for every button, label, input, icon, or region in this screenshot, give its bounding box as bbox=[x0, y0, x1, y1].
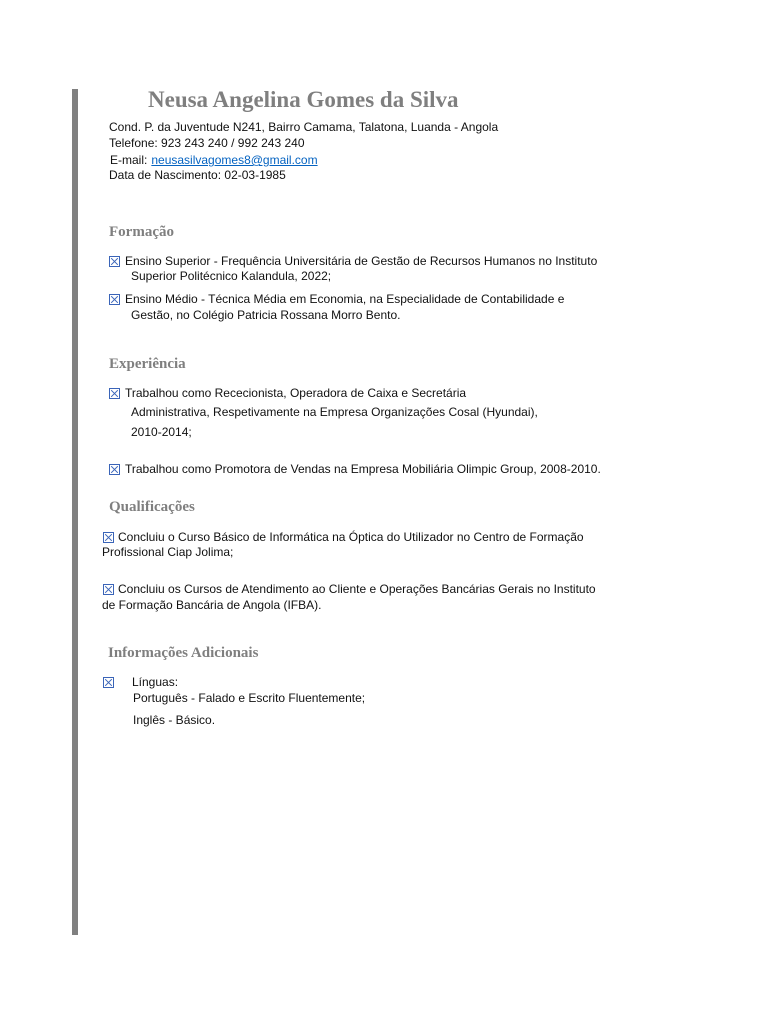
checked-box-icon bbox=[109, 294, 120, 305]
qualificacoes-item-line: Profissional Ciap Jolima; bbox=[102, 545, 234, 559]
formacao-item-line: Ensino Superior - Frequência Universitária de Gestão de Recursos Humanos no Instituto bbox=[125, 254, 598, 268]
formacao-item-line: Gestão, no Colégio Patricia Rossana Morro Bento. bbox=[131, 308, 401, 322]
informacoes-item-line: Português - Falado e Escrito Fluentemente; bbox=[133, 691, 366, 705]
contact-email bbox=[110, 152, 318, 168]
section-title-informacoes-adicionais: Informações Adicionais bbox=[108, 645, 259, 661]
qualificacoes-item-line: Concluiu o Curso Básico de Informática na Óptica do Utilizador no Centro de Formação bbox=[118, 530, 584, 544]
qualificacoes-item-line: Concluiu os Cursos de Atendimento ao Cliente e Operações Bancárias Gerais no Instituto bbox=[118, 582, 596, 596]
person-name: Neusa Angelina Gomes da Silva bbox=[148, 87, 459, 112]
experiencia-item-line: 2010-2014; bbox=[131, 425, 192, 439]
checked-box-icon bbox=[103, 677, 114, 688]
formacao-item-line: Superior Politécnico Kalandula, 2022; bbox=[131, 269, 332, 283]
formacao-item-line: Ensino Médio - Técnica Média em Economia, na Especialidade de Contabilidade e bbox=[125, 292, 565, 306]
informacoes-item-line: Inglês - Básico. bbox=[133, 713, 216, 727]
section-title-qualificacoes: Qualificações bbox=[109, 499, 195, 515]
left-accent-bar bbox=[72, 89, 78, 935]
checked-box-icon bbox=[103, 532, 114, 543]
experiencia-item-line: Trabalhou como Rececionista, Operadora de Caixa e Secretária bbox=[125, 386, 467, 400]
contact-address: Cond. P. da Juventude N241, Bairro Camama, Talatona, Luanda - Angola bbox=[109, 120, 499, 134]
contact-birth-date: Data de Nascimento: 02-03-1985 bbox=[109, 168, 286, 182]
email-label: E-mail: bbox=[110, 153, 148, 167]
checked-box-icon bbox=[103, 584, 114, 595]
checked-box-icon bbox=[109, 388, 120, 399]
contact-phone: Telefone: 923 243 240 / 992 243 240 bbox=[109, 136, 305, 150]
checked-box-icon bbox=[109, 256, 120, 267]
section-title-formacao: Formação bbox=[109, 224, 174, 240]
experiencia-item-line: Trabalhou como Promotora de Vendas na Empresa Mobiliária Olimpic Group, 2008-2010. bbox=[125, 462, 601, 476]
experiencia-item-line: Administrativa, Respetivamente na Empresa Organizações Cosal (Hyundai), bbox=[131, 405, 538, 419]
section-title-experiencia: Experiência bbox=[109, 356, 186, 372]
qualificacoes-item-line: de Formação Bancária de Angola (IFBA). bbox=[102, 598, 322, 612]
checked-box-icon bbox=[109, 464, 120, 475]
informacoes-item-line: Línguas: bbox=[132, 675, 179, 689]
email-link[interactable]: neusasilvagomes8@gmail.com bbox=[151, 153, 318, 167]
